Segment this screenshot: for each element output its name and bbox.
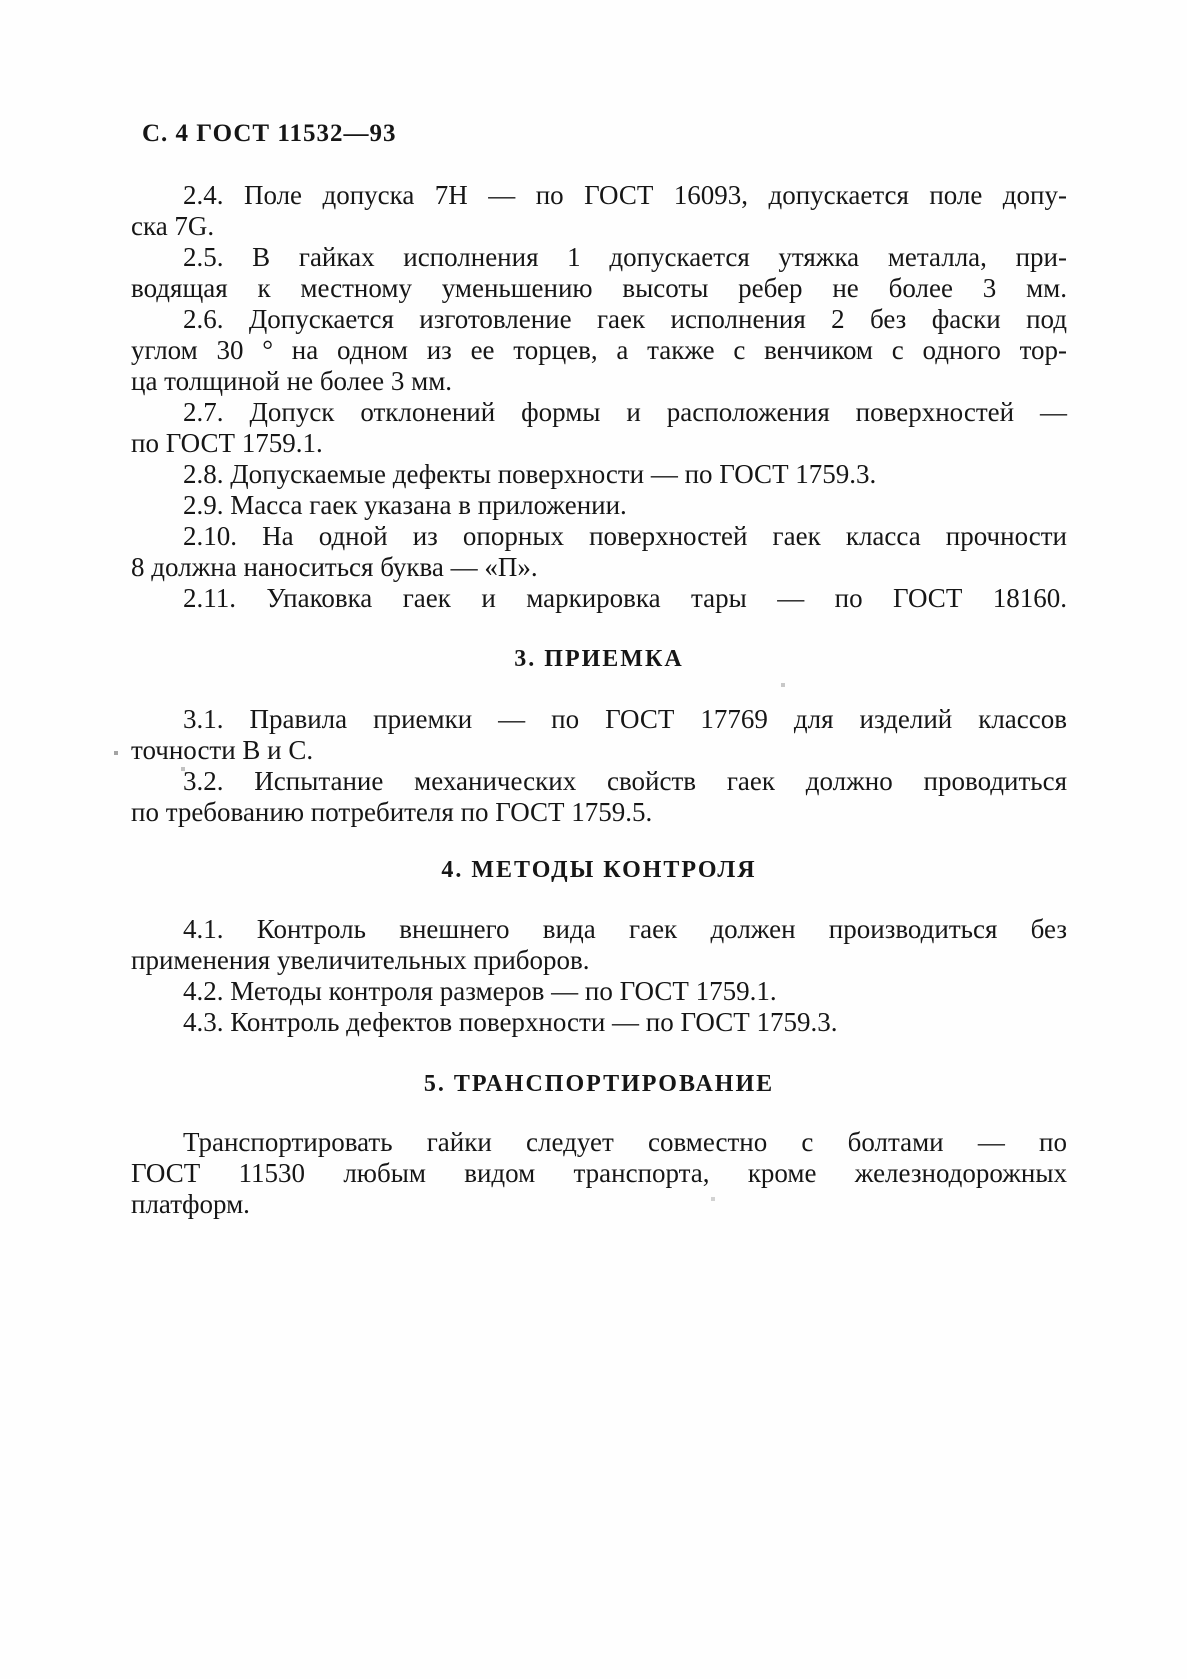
section-3-body [131, 704, 1067, 828]
text-line: 4.3. Контроль дефектов поверхности — по ГОСТ 1759.3. [183, 1007, 838, 1037]
text-line: 2.9. Масса гаек указана в приложении. [183, 490, 627, 520]
text-line: 2.5. В гайках исполнения 1 допускается утяжка металла, при- [183, 242, 1067, 272]
text-line: 2.4. Поле допуска 7Н — по ГОСТ 16093, допускается поле допу- [183, 180, 1067, 210]
text-line: 4.2. Методы контроля размеров — по ГОСТ 1759.1. [183, 976, 777, 1006]
section-2-body [131, 180, 1067, 614]
paragraph-5 [131, 1127, 1067, 1220]
text-line: 2.6. Допускается изготовление гаек исполнения 2 без фаски под [183, 304, 1067, 334]
page-header: С. 4 ГОСТ 11532—93 [142, 120, 397, 147]
text-line: по требованию потребителя по ГОСТ 1759.5. [131, 797, 653, 827]
text-line: применения увеличительных приборов. [131, 945, 590, 975]
text-line: 8 должна наноситься буква — «П». [131, 552, 538, 582]
text-line: ца толщиной не более 3 мм. [131, 366, 453, 396]
paragraph-4-3 [131, 1007, 1067, 1038]
text-line: по ГОСТ 1759.1. [131, 428, 323, 458]
paragraph-2-9 [131, 490, 1067, 521]
text-line: 2.11. Упаковка гаек и маркировка тары — по ГОСТ 18160. [183, 583, 1067, 613]
text-line: 3.2. Испытание механических свойств гаек должно проводиться [183, 766, 1067, 796]
paragraph-2-10 [131, 521, 1067, 583]
paragraph-2-7 [131, 397, 1067, 459]
paragraph-2-6 [131, 304, 1067, 397]
paragraph-4-2 [131, 976, 1067, 1007]
paragraph-4-1 [131, 914, 1067, 976]
scan-speckles [0, 0, 2, 2]
text-line: 4.1. Контроль внешнего вида гаек должен производиться без [183, 914, 1067, 944]
paragraph-3-2 [131, 766, 1067, 828]
paragraph-2-11 [131, 583, 1067, 614]
text-line: точности В и С. [131, 735, 314, 765]
section-5-body [131, 1127, 1067, 1220]
text-line: платформ. [131, 1189, 250, 1219]
text-line: 2.8. Допускаемые дефекты поверхности — по ГОСТ 1759.3. [183, 459, 877, 489]
text-line: водящая к местному уменьшению высоты ребер не более 3 мм. [131, 273, 1067, 303]
paragraph-2-5 [131, 242, 1067, 304]
paragraph-3-1 [131, 704, 1067, 766]
section-heading-transportirovanie: 5. ТРАНСПОРТИРОВАНИЕ [423, 1071, 775, 1097]
text-line: Транспортировать гайки следует совместно с болтами — по [183, 1127, 1067, 1157]
text-line: 3.1. Правила приемки — по ГОСТ 17769 для изделий классов [183, 704, 1067, 734]
text-line: 2.7. Допуск отклонений формы и расположения поверхностей — [183, 397, 1067, 427]
text-line: ска 7G. [131, 211, 215, 241]
section-heading-priemka: 3. ПРИЕМКА [514, 646, 684, 672]
paragraph-2-8 [131, 459, 1067, 490]
paragraph-2-4 [131, 180, 1067, 242]
text-line: 2.10. На одной из опорных поверхностей гаек класса прочности [183, 521, 1067, 551]
section-4-body [131, 914, 1067, 1038]
text-line: ГОСТ 11530 любым видом транспорта, кроме железнодорожных [131, 1158, 1067, 1188]
section-heading-metody-kontrolya: 4. МЕТОДЫ КОНТРОЛЯ [441, 857, 757, 883]
text-line: углом 30 ° на одном из ее торцев, а также с венчиком с одного тор- [131, 335, 1067, 365]
